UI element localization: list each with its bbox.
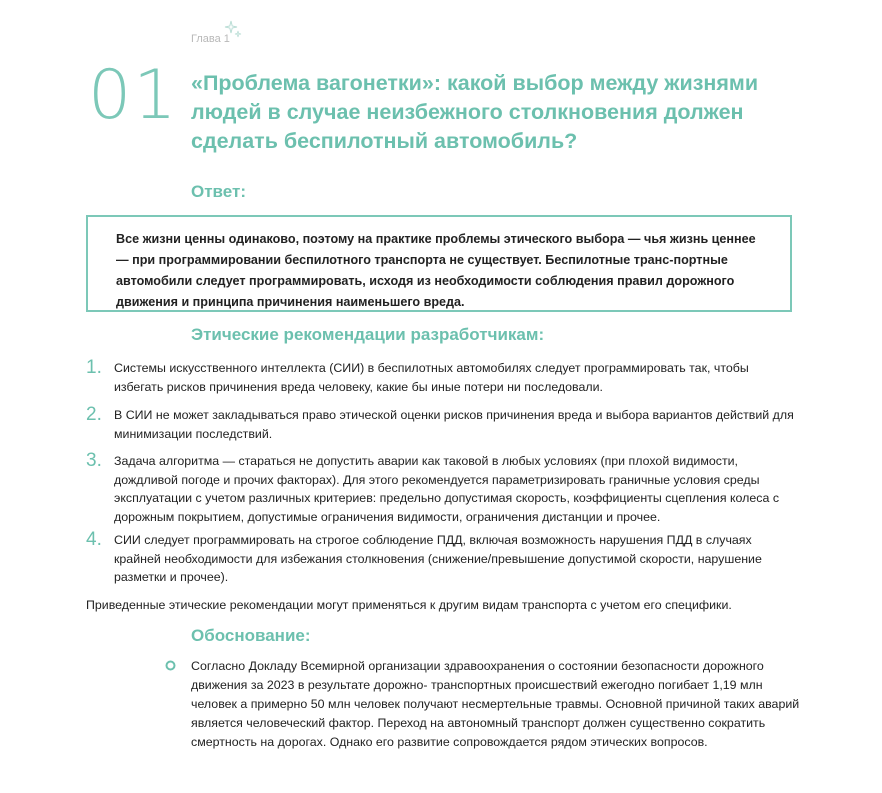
- recommendation-item: [86, 406, 798, 443]
- recommendations-heading: Этические рекомендации разработчикам:: [191, 325, 545, 344]
- answer-text: Все жизни ценны одинаково, поэтому на практике проблемы этического выбора — чья жизнь ценнее — при программировании беспилотного транспорта не существует. Беспилотные транс-портные автомобили следует программировать, исходя из необходимости соблюдения правил дорожного движения и принципа причинения наименьшего вреда.: [116, 232, 756, 309]
- justification-heading: Обоснование:: [191, 626, 311, 645]
- justification-text: Согласно Докладу Всемирной организации здравоохранения о состоянии безопасности дорожного движения за 2023 в результате дорожно- транспортных происшествий ежегодно погибает 1,19 млн человек а примерно 50 млн человек получают несмертельные травмы. Основной причиной таких аварий является человеческий фактор. Переход на автономный транспорт должен существенно сократить смертность на дорогах. Однако его развитие сопровождается рядом этических вопросов.: [191, 659, 800, 749]
- sparkle-icon: [224, 20, 242, 38]
- recommendation-text: В СИИ не может закладываться право этической оценки рисков причинения вреда и выбора вариантов действий для минимизации последствий.: [114, 408, 794, 441]
- recommendation-number: 2.: [86, 404, 102, 425]
- chapter-label: Глава 1: [191, 33, 230, 45]
- recommendation-text: Системы искусственного интеллекта (СИИ) в беспилотных автомобилях следует программировать так, чтобы избегать рисков причинения вреда человеку, какие бы иные потери ни последовали.: [114, 361, 749, 394]
- chapter-number: 01: [88, 56, 179, 135]
- recommendation-text: СИИ следует программировать на строгое соблюдение ПДД, включая возможность нарушения ПДД в случаях крайней необходимости для избежания столкновения (снижение/превышение допустимой скорости, нарушение разметки и прочее).: [114, 533, 762, 584]
- recommendation-item: [86, 531, 798, 587]
- recommendation-text: Задача алгоритма — стараться не допустить аварии как таковой в любых условиях (при плохой видимости, дождливой погоде и прочих факторах). Для этого рекомендуется параметризировать граничные условия среды эксплуатации с учетом различных критериев: предельно допустимая скорость, коэффициенты сцепления колеса с дорожным покрытием, допустимые ограничения видимости, ограничения дистанции и прочее.: [114, 454, 780, 524]
- recommendation-number: 1.: [86, 357, 102, 378]
- recommendation-item: [86, 452, 798, 526]
- answer-heading: Ответ:: [191, 182, 246, 201]
- closing-note: Приведенные этические рекомендации могут применяться к другим видам транспорта с учетом его специфики.: [86, 598, 732, 612]
- recommendation-number: 3.: [86, 450, 102, 471]
- circle-bullet-icon: [165, 660, 176, 671]
- recommendation-number: 4.: [86, 529, 102, 550]
- answer-box: [86, 215, 792, 312]
- recommendation-item: [86, 359, 798, 396]
- question-title: «Проблема вагонетки»: какой выбор между жизнями людей в случае неизбежного столкновения должен сделать беспилотный автомобиль?: [191, 71, 759, 153]
